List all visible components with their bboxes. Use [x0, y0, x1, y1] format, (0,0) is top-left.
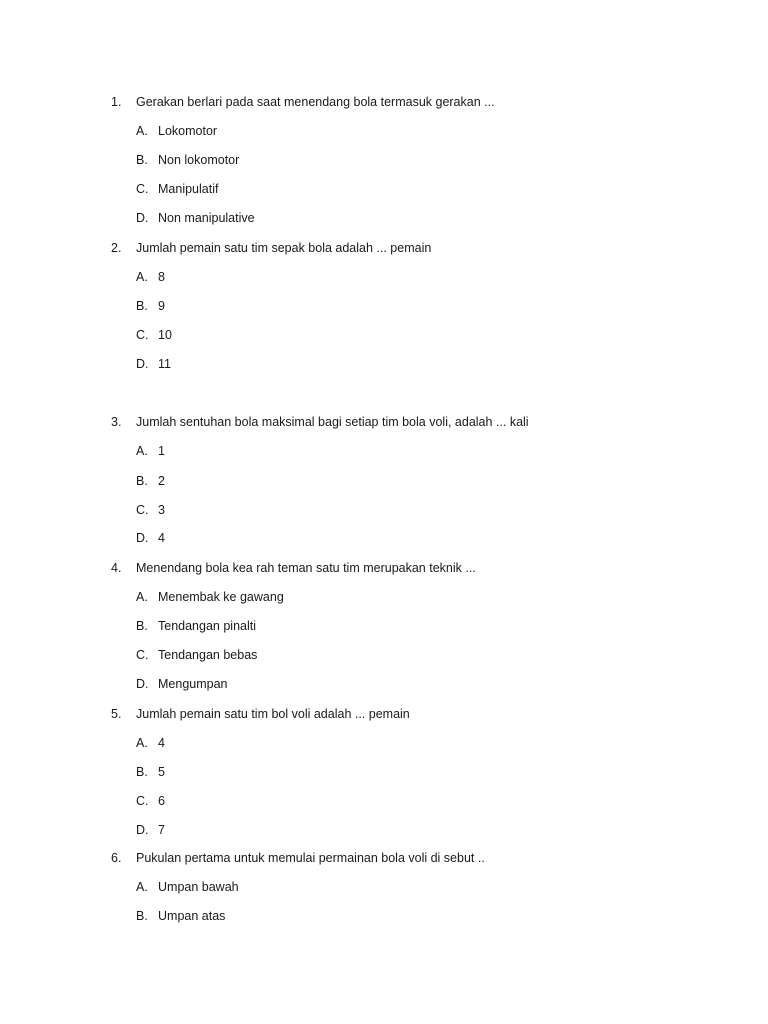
question-text: Jumlah sentuhan bola maksimal bagi setiap tim bola voli, adalah ... kali: [136, 415, 529, 429]
question-number: 6.: [111, 851, 122, 865]
option-text: Menembak ke gawang: [158, 590, 284, 604]
option-text: Tendangan pinalti: [158, 619, 256, 633]
question-text: Jumlah pemain satu tim bol voli adalah ... pemain: [136, 707, 410, 721]
question-number: 3.: [111, 415, 122, 429]
option-letter: B.: [136, 909, 148, 923]
option-text: Non lokomotor: [158, 153, 240, 167]
question-number: 2.: [111, 241, 122, 255]
question-number: 1.: [111, 95, 122, 109]
option-letter: D.: [136, 357, 149, 371]
option-letter: A.: [136, 444, 148, 458]
option-text: 9: [158, 299, 165, 313]
option-letter: D.: [136, 677, 149, 691]
option-letter: B.: [136, 765, 148, 779]
option-letter: A.: [136, 270, 148, 284]
option-letter: B.: [136, 619, 148, 633]
option-letter: A.: [136, 880, 148, 894]
option-text: 4: [158, 531, 165, 545]
option-text: 7: [158, 823, 165, 837]
option-letter: A.: [136, 736, 148, 750]
question-text: Gerakan berlari pada saat menendang bola termasuk gerakan ...: [136, 95, 495, 109]
option-text: 2: [158, 474, 165, 488]
option-text: 4: [158, 736, 165, 750]
option-text: Umpan atas: [158, 909, 226, 923]
option-text: Mengumpan: [158, 677, 228, 691]
question-number: 5.: [111, 707, 122, 721]
option-letter: D.: [136, 823, 149, 837]
option-letter: A.: [136, 124, 148, 138]
option-letter: B.: [136, 474, 148, 488]
question-text: Jumlah pemain satu tim sepak bola adalah ... pemain: [136, 241, 432, 255]
option-text: 11: [158, 357, 171, 371]
question-text: Pukulan pertama untuk memulai permainan bola voli di sebut ..: [136, 851, 485, 865]
option-letter: B.: [136, 153, 148, 167]
option-text: Manipulatif: [158, 182, 219, 196]
option-text: 10: [158, 328, 172, 342]
question-text: Menendang bola kea rah teman satu tim merupakan teknik ...: [136, 561, 476, 575]
option-text: Lokomotor: [158, 124, 218, 138]
option-text: Tendangan bebas: [158, 648, 258, 662]
option-letter: C.: [136, 328, 149, 342]
option-text: Umpan bawah: [158, 880, 239, 894]
option-letter: C.: [136, 182, 149, 196]
option-letter: D.: [136, 211, 149, 225]
question-number: 4.: [111, 561, 122, 575]
option-letter: C.: [136, 648, 149, 662]
option-text: Non manipulative: [158, 211, 255, 225]
option-letter: C.: [136, 503, 149, 517]
option-text: 3: [158, 503, 165, 517]
option-letter: A.: [136, 590, 148, 604]
option-letter: D.: [136, 531, 149, 545]
option-text: 8: [158, 270, 165, 284]
option-letter: B.: [136, 299, 148, 313]
option-text: 1: [158, 444, 165, 458]
option-text: 6: [158, 794, 165, 808]
option-letter: C.: [136, 794, 149, 808]
option-text: 5: [158, 765, 165, 779]
